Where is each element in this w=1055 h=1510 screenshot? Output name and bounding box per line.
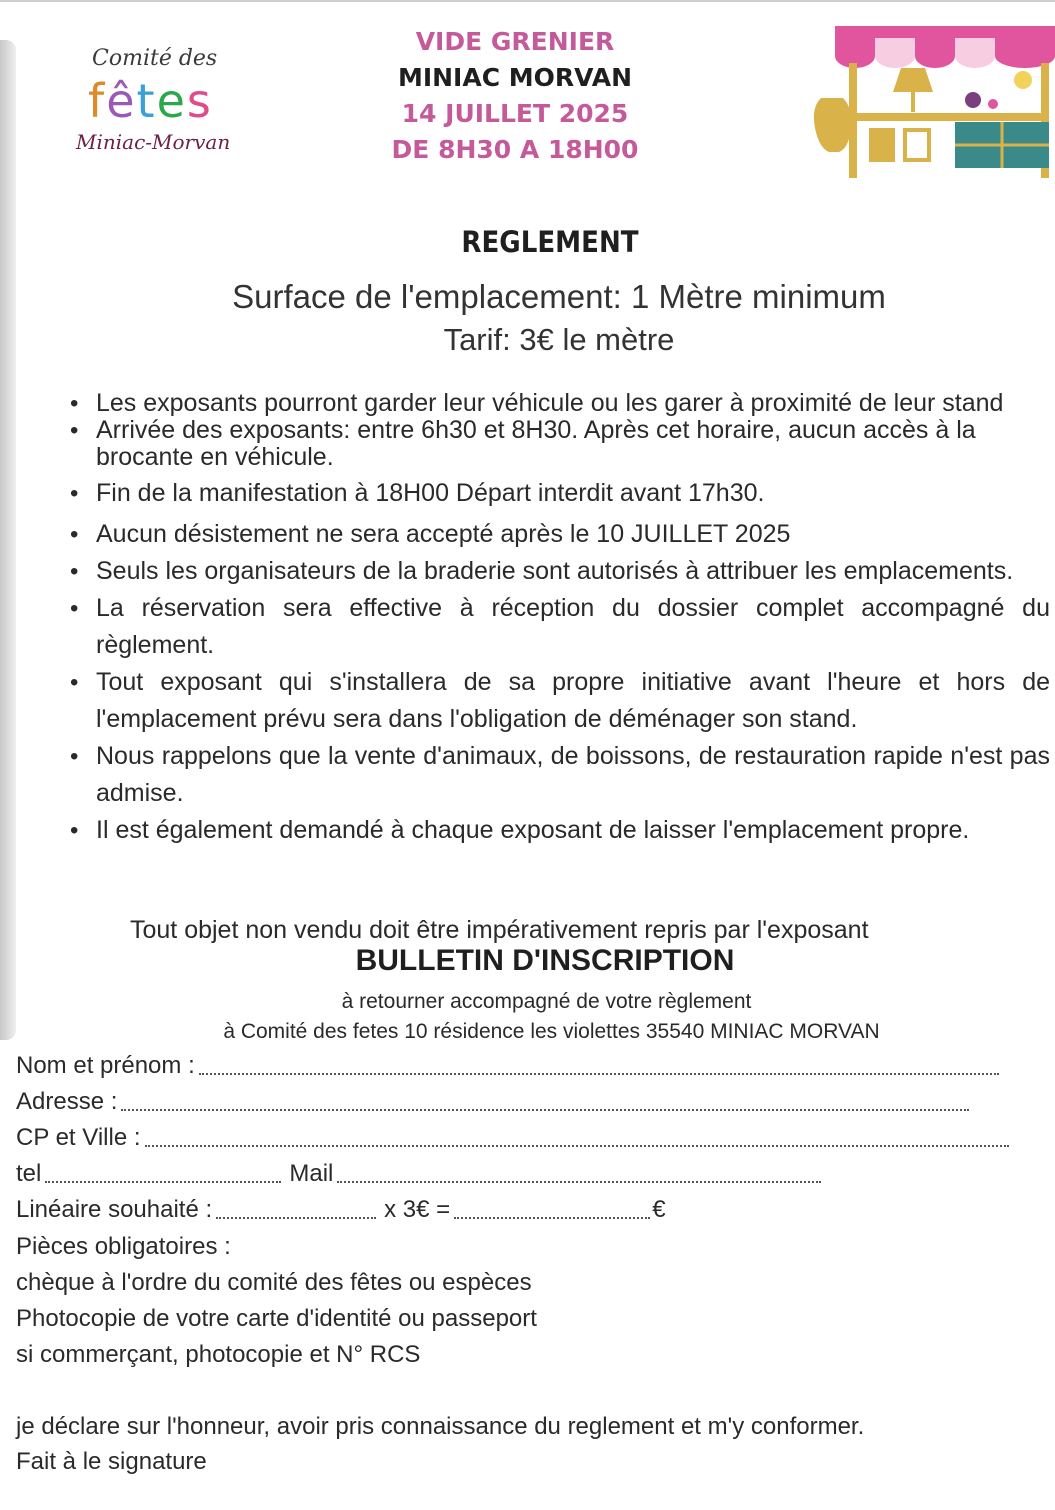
return-address: à Comité des fetes 10 résidence les violettes 35540 MINIAC MORVAN: [223, 1020, 880, 1043]
tarif-line: Tarif: 3€ le mètre: [443, 322, 675, 357]
rules-list: [60, 390, 1050, 849]
stall-shelf-icon: [849, 113, 1049, 121]
logo-letter: t: [136, 74, 157, 128]
rule-item: • Fin de la manifestation à 18H00 Départ interdit avant 17h30.: [60, 475, 1050, 512]
linear-input-line[interactable]: [216, 1217, 376, 1219]
rule-item: • Il est également demandé à chaque exposant de laisser l'emplacement propre.: [60, 812, 1050, 849]
signature-line: Fait à le signature: [16, 1448, 207, 1475]
event-hours: DE 8H30 A 18H00: [391, 135, 639, 164]
rule-item: • Tout exposant qui s'installera de sa propre initiative avant l'heure et hors de l'emplacement prévu sera dans l'obligation de déménager son stand.: [60, 664, 1050, 738]
linear-field-row: [16, 1196, 666, 1224]
page-fold-shadow: [0, 40, 16, 1040]
linear-label: Linéaire souhaité :: [16, 1196, 213, 1223]
city-field-row: [16, 1124, 1009, 1152]
logo-line-2: [88, 74, 213, 128]
teapot-icon: [965, 92, 981, 108]
committee-logo: [70, 40, 270, 160]
euro-sign: €: [652, 1196, 666, 1223]
required-document-item: Photocopie de votre carte d'identité ou passeport: [16, 1305, 537, 1332]
city-label: CP et Ville :: [16, 1124, 141, 1151]
name-label: Nom et prénom :: [16, 1052, 195, 1079]
return-instruction: à retourner accompagné de votre règlement: [341, 990, 752, 1013]
surface-line: Surface de l'emplacement: 1 Mètre minimum: [232, 278, 886, 315]
total-input-line[interactable]: [454, 1217, 650, 1219]
rule-item: • La réservation sera effective à réception du dossier complet accompagné du règlement.: [60, 590, 1050, 664]
multiply-label: x 3€ =: [384, 1196, 451, 1223]
vase-icon: [814, 98, 851, 152]
market-stall-illustration: [805, 18, 1055, 178]
bulletin-title: BULLETIN D'INSCRIPTION: [355, 944, 735, 977]
contact-field-row: [16, 1160, 821, 1188]
address-input-line[interactable]: [121, 1109, 969, 1111]
top-rule: [0, 0, 1055, 2]
tel-input-line[interactable]: [45, 1181, 281, 1183]
rule-item: • Aucun désistement ne sera accepté après le 10 JUILLET 2025: [60, 516, 1050, 553]
rule-item: • Les exposants pourront garder leur véhicule ou les garer à proximité de leur stand: [60, 390, 1050, 417]
lamp-icon: [893, 68, 933, 92]
logo-line-3: Miniac-Morvan: [76, 130, 231, 154]
required-document-item: chèque à l'ordre du comité des fêtes ou espèces: [16, 1269, 532, 1296]
event-header: [340, 24, 690, 168]
logo-line-1: Comité des: [92, 46, 218, 71]
light-bulb-icon: [1014, 71, 1032, 89]
required-document-item: si commerçant, photocopie et N° RCS: [16, 1341, 421, 1368]
mail-input-line[interactable]: [337, 1181, 821, 1183]
rules-title: REGLEMENT: [461, 225, 639, 259]
name-input-line[interactable]: [199, 1073, 999, 1075]
logo-letter: s: [186, 74, 213, 128]
rule-item: • Nous rappelons que la vente d'animaux, de boissons, de restauration rapide n'est pas admise.: [60, 738, 1050, 812]
mail-label: Mail: [289, 1160, 334, 1187]
event-title: VIDE GRENIER: [415, 27, 615, 56]
logo-letter: e: [156, 74, 187, 128]
stall-awning-icon: [835, 26, 1055, 68]
chair-icon: [869, 128, 895, 162]
logo-letter: f: [88, 74, 107, 128]
unsold-items-note: Tout objet non vendu doit être impérativement repris par l'exposant: [130, 916, 869, 944]
required-documents-label: Pièces obligatoires :: [16, 1233, 231, 1260]
logo-letter: ê: [106, 74, 137, 128]
tel-label: tel: [16, 1160, 42, 1187]
frame-icon: [905, 130, 929, 160]
address-field-row: [16, 1088, 969, 1116]
rule-item: • Seuls les organisateurs de la braderie sont autorisés à attribuer les emplacements.: [60, 553, 1050, 590]
event-place: MINIAC MORVAN: [397, 63, 633, 92]
name-field-row: [16, 1052, 999, 1080]
event-date: 14 JUILLET 2025: [401, 99, 629, 128]
address-label: Adresse :: [16, 1088, 118, 1115]
city-input-line[interactable]: [145, 1145, 1009, 1147]
rule-item: • Arrivée des exposants: entre 6h30 et 8H30. Après cet horaire, aucun accès à la brocante en véhicule.: [60, 417, 1050, 471]
honor-declaration: je déclare sur l'honneur, avoir pris connaissance du reglement et m'y conformer.: [16, 1413, 865, 1440]
